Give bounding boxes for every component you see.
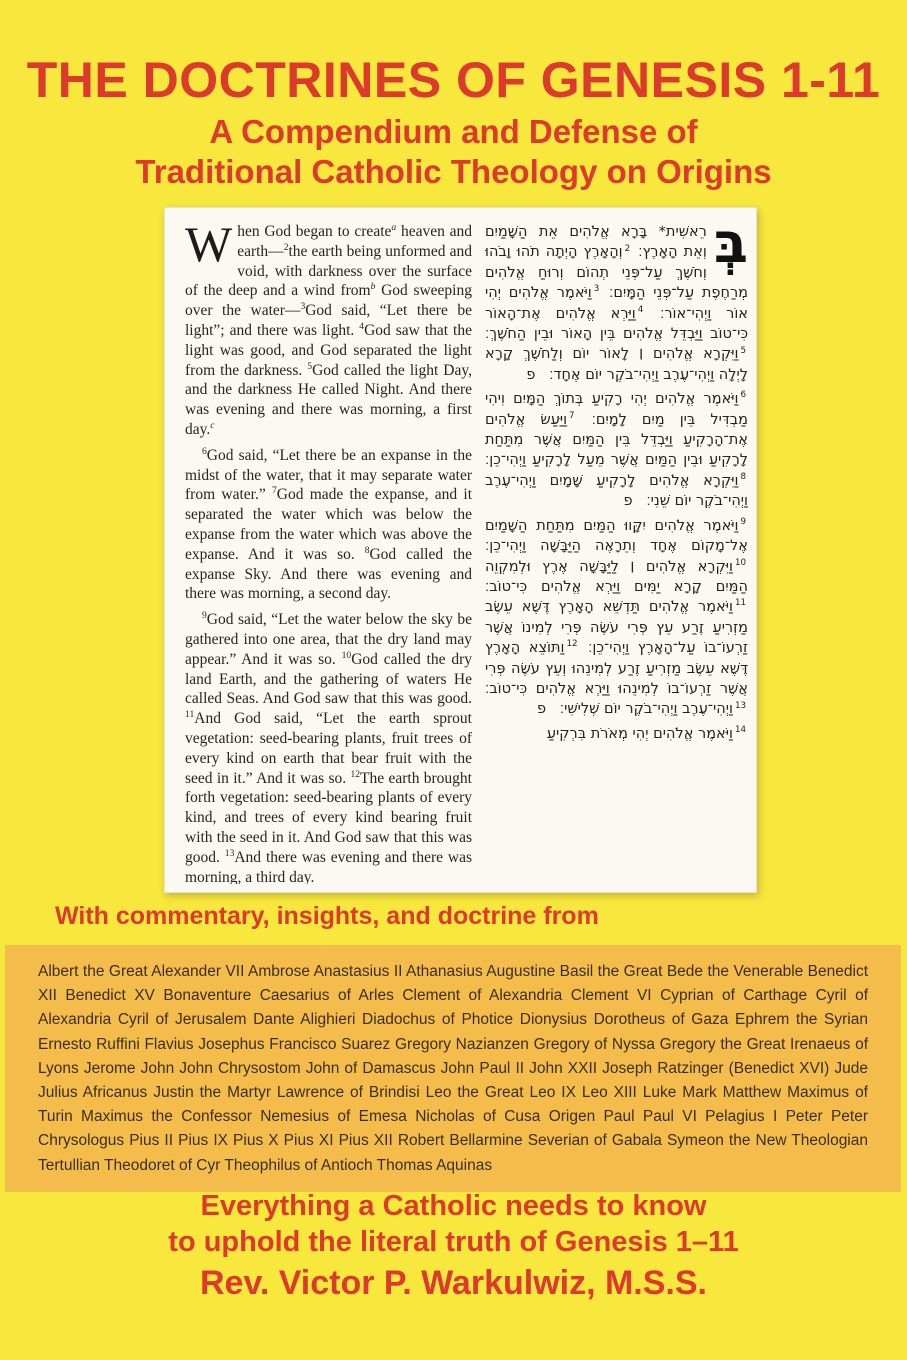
- author-name: Rev. Victor P. Warkulwiz, M.S.S.: [199, 1264, 707, 1302]
- contributors-band: [5, 945, 901, 1192]
- verse-number: 6: [740, 390, 746, 401]
- english-paragraph: $^6$God said, “Let there be an expanse in the midst of the water, that it may separate water from water.” $^7$God made the expanse, and it separated the water which was below the expanse from the water which was above the expanse. And it was so. $^8$God called the expanse Sky. And there was evening and there was morning, a second day.: [185, 445, 472, 603]
- footnote-marker: c: [210, 419, 215, 431]
- verse-number: 13: [224, 847, 235, 859]
- commentary-intro-line: With commentary, insights, and doctrine from: [55, 902, 599, 930]
- verse-number: 4: [359, 320, 365, 332]
- verse-number: 8: [740, 472, 746, 483]
- verse-number: 6: [202, 445, 207, 457]
- verse-number: 9: [202, 609, 207, 621]
- verse-number: 12: [350, 768, 361, 780]
- verse-number: 7: [271, 485, 277, 497]
- verse-number: 11: [734, 598, 746, 609]
- subtitle-line-2: Traditional Catholic Theology on Origins: [135, 153, 772, 190]
- verse-number: 3: [593, 284, 600, 295]
- english-paragraph: When God began to create$^a$ heaven and earth—$^2$the earth being unformed and void, with darkness over the surface of the deep and a wind from$^b$ God sweeping over the water—$^3$God said, “Let there be light”; and there was light. $^4$God saw that the light was good, and God separated the light from the darkness. $^5$God called the light Day, and the darkness He called Night. And there was evening and there was morning, a first day.$^c$: [185, 222, 472, 438]
- verse-number: 12: [566, 639, 578, 650]
- scripture-page-image: [164, 207, 757, 893]
- footnote-marker: a: [391, 222, 397, 233]
- verse-number: 9: [740, 516, 746, 527]
- verse-number: 4: [637, 304, 644, 315]
- verse-number: 5: [740, 345, 746, 356]
- subtitle-line-1: A Compendium and Defense of: [209, 113, 698, 150]
- drop-cap: W: [185, 222, 233, 272]
- hebrew-paragraph: בְּ רֵאשִׁית* בָּרָא אֱלֹהִים אֵת הַשָּׁמַיִם וְאֵת הָאָרֶץ׃ $^2$וְהָאָרֶץ הָיְתָה תֹהוּ וָבֹהוּ וְחֹשֶׁךְ עַל־פְּנֵי תְהוֹם וְרוּחַ אֱלֹהִים מְרַחֶפֶת עַל־פְּנֵי הַמָּיִם׃ $^3$וַיֹּאמֶר אֱלֹהִים יְהִי אוֹר וַיְהִי־אוֹר׃ $^4$וַיַּרְא אֱלֹהִים אֶת־הָאוֹר כִּי־טוֹב וַיַּבְדֵּל אֱלֹהִים בֵּין הָאוֹר וּבֵין הַחֹשֶׁךְ׃ $^5$וַיִּקְרָא אֱלֹהִים ׀ לָאוֹר יוֹם וְלַחֹשֶׁךְ קָרָא לָיְלָה וַיְהִי־עֶרֶב וַיְהִי־בֹקֶר יוֹם אֶחָד׃ פ: [485, 222, 748, 383]
- tagline-line-1: Everything a Catholic needs to know: [200, 1190, 707, 1222]
- hebrew-paragraph: $^6$וַיֹּאמֶר אֱלֹהִים יְהִי רָקִיעַ בְּתוֹךְ הַמָּיִם וִיהִי מַבְדִּיל בֵּין מַיִם לָמָיִם׃ $^7$וַיַּעַשׂ אֱלֹהִים אֶת־הָרָקִיעַ וַיַּבְדֵּל בֵּין הַמַּיִם אֲשֶׁר מִתַּחַת לָרָקִיעַ וּבֵין הַמַּיִם אֲשֶׁר מֵעַל לָרָקִיעַ וַיְהִי־כֵן׃ $^8$וַיִּקְרָא אֱלֹהִים לָרָקִיעַ שָׁמָיִם וַיְהִי־עֶרֶב וַיְהִי־בֹקֶר יוֹם שֵׁנִי׃ פ: [485, 390, 748, 510]
- genesis-hebrew-column: [485, 222, 748, 884]
- verse-number: 7: [569, 410, 575, 421]
- contributors-list: Albert the Great Alexander VII Ambrose Anastasius II Athanasius Augustine Basil the Great Bede the Venerable Benedict XII Benedict XV Bonaventure Caesarius of Arles Clement of Alexandria Clement VI Cyprian of Carthage Cyril of Alexandria Cyril of Jerusalem Dante Alighieri Diadochus of Photice Dionysius Dorotheus of Gaza Ephrem the Syrian Ernesto Ruffini Flavius Josephus Francisco Suarez Gregory Nazianzen Gregory of Nyssa Gregory the Great Irenaeus of Lyons Jerome John John Chrysostom John of Damascus John Paul II John XXII Joseph Ratzinger (Benedict XVI) Jude Julius Africanus Justin the Martyr Lawrence of Brindisi Leo the Great Leo IX Leo XIII Luke Mark Matthew Maximus of Turin Maximus the Confessor Nemesius of Emesa Nicholas of Cusa Origen Paul Paul VI Pelagius I Peter Peter Chrysologus Pius II Pius IX Pius X Pius XI Pius XII Robert Bellarmine Severian of Gabala Symeon the New Theologian Tertullian Theodoret of Cyr Theophilus of Antioch Thomas Aquinas: [38, 963, 868, 1174]
- verse-number: 2: [624, 243, 631, 254]
- hebrew-paragraph: $^9$וַיֹּאמֶר אֱלֹהִים יִקָּווּ הַמַּיִם מִתַּחַת הַשָּׁמַיִם אֶל־מָקוֹם אֶחָד וְתֵרָאֶה הַיַּבָּשָׁה וַיְהִי־כֵן׃ $^{10}$וַיִּקְרָא אֱלֹהִים ׀ לַיַּבָּשָׁה אֶרֶץ וּלְמִקְוֵה הַמַּיִם קָרָא יַמִּים וַיַּרְא אֱלֹהִים כִּי־טוֹב׃ $^{11}$וַיֹּאמֶר אֱלֹהִים תַּדְשֵׁא הָאָרֶץ דֶּשֶׁא עֵשֶׂב מַזְרִיעַ זֶרַע עֵץ פְּרִי עֹשֶׂה פְּרִי לְמִינוֹ אֲשֶׁר זַרְעוֹ־בוֹ עַל־הָאָרֶץ וַיְהִי־כֵן׃ $^{12}$וַתּוֹצֵא הָאָרֶץ דֶּשֶׁא עֵשֶׂב מַזְרִיעַ זֶרַע לְמִינֵהוּ וְעֵץ עֹשֶׂה פְּרִי אֲשֶׁר זַרְעוֹ־בוֹ לְמִינֵהוּ וַיַּרְא אֱלֹהִים כִּי־טוֹב׃ $^{13}$וַיְהִי־עֶרֶב וַיְהִי־בֹקֶר יוֹם שְׁלִישִׁי׃ פ: [485, 516, 748, 718]
- verse-number: 5: [307, 360, 313, 372]
- book-title: THE DOCTRINES OF GENESIS 1-11: [26, 52, 881, 108]
- tagline: [0, 1188, 907, 1260]
- verse-number: 2: [283, 241, 289, 253]
- genesis-english-column: [185, 222, 472, 884]
- footnote-marker: b: [370, 281, 376, 293]
- verse-number: 3: [300, 301, 306, 313]
- drop-cap: בְּ: [713, 222, 748, 276]
- book-subtitle: [0, 112, 907, 192]
- verse-number: 8: [364, 544, 370, 556]
- verse-number: 10: [734, 557, 746, 568]
- english-paragraph: $^9$God said, “Let the water below the sky be gathered into one area, that the dry land may appear.” And it was so. $^{10}$God called the dry land Earth, and the gathering of waters He called Seas. And God saw that this was good. $^{11}$And God said, “Let the earth sprout vegetation: seed-bearing plants, fruit trees of every kind on earth that bear fruit with the seed in it.” And it was so. $^{12}$The earth brought forth vegetation: seed-bearing plants of every kind, and trees of every kind bearing fruit with the seed in it. And God saw that this was good. $^{13}$And there was evening and there was morning, a third day.: [185, 609, 472, 884]
- verse-number: 10: [341, 649, 352, 661]
- verse-number: 13: [734, 700, 746, 711]
- verse-number: 14: [734, 724, 746, 735]
- hebrew-paragraph: $^{14}$וַיֹּאמֶר אֱלֹהִים יְהִי מְאֹרֹת בִּרְקִיעַ: [546, 724, 746, 742]
- tagline-line-2: to uphold the literal truth of Genesis 1–11: [168, 1226, 739, 1258]
- verse-number: 11: [185, 708, 195, 720]
